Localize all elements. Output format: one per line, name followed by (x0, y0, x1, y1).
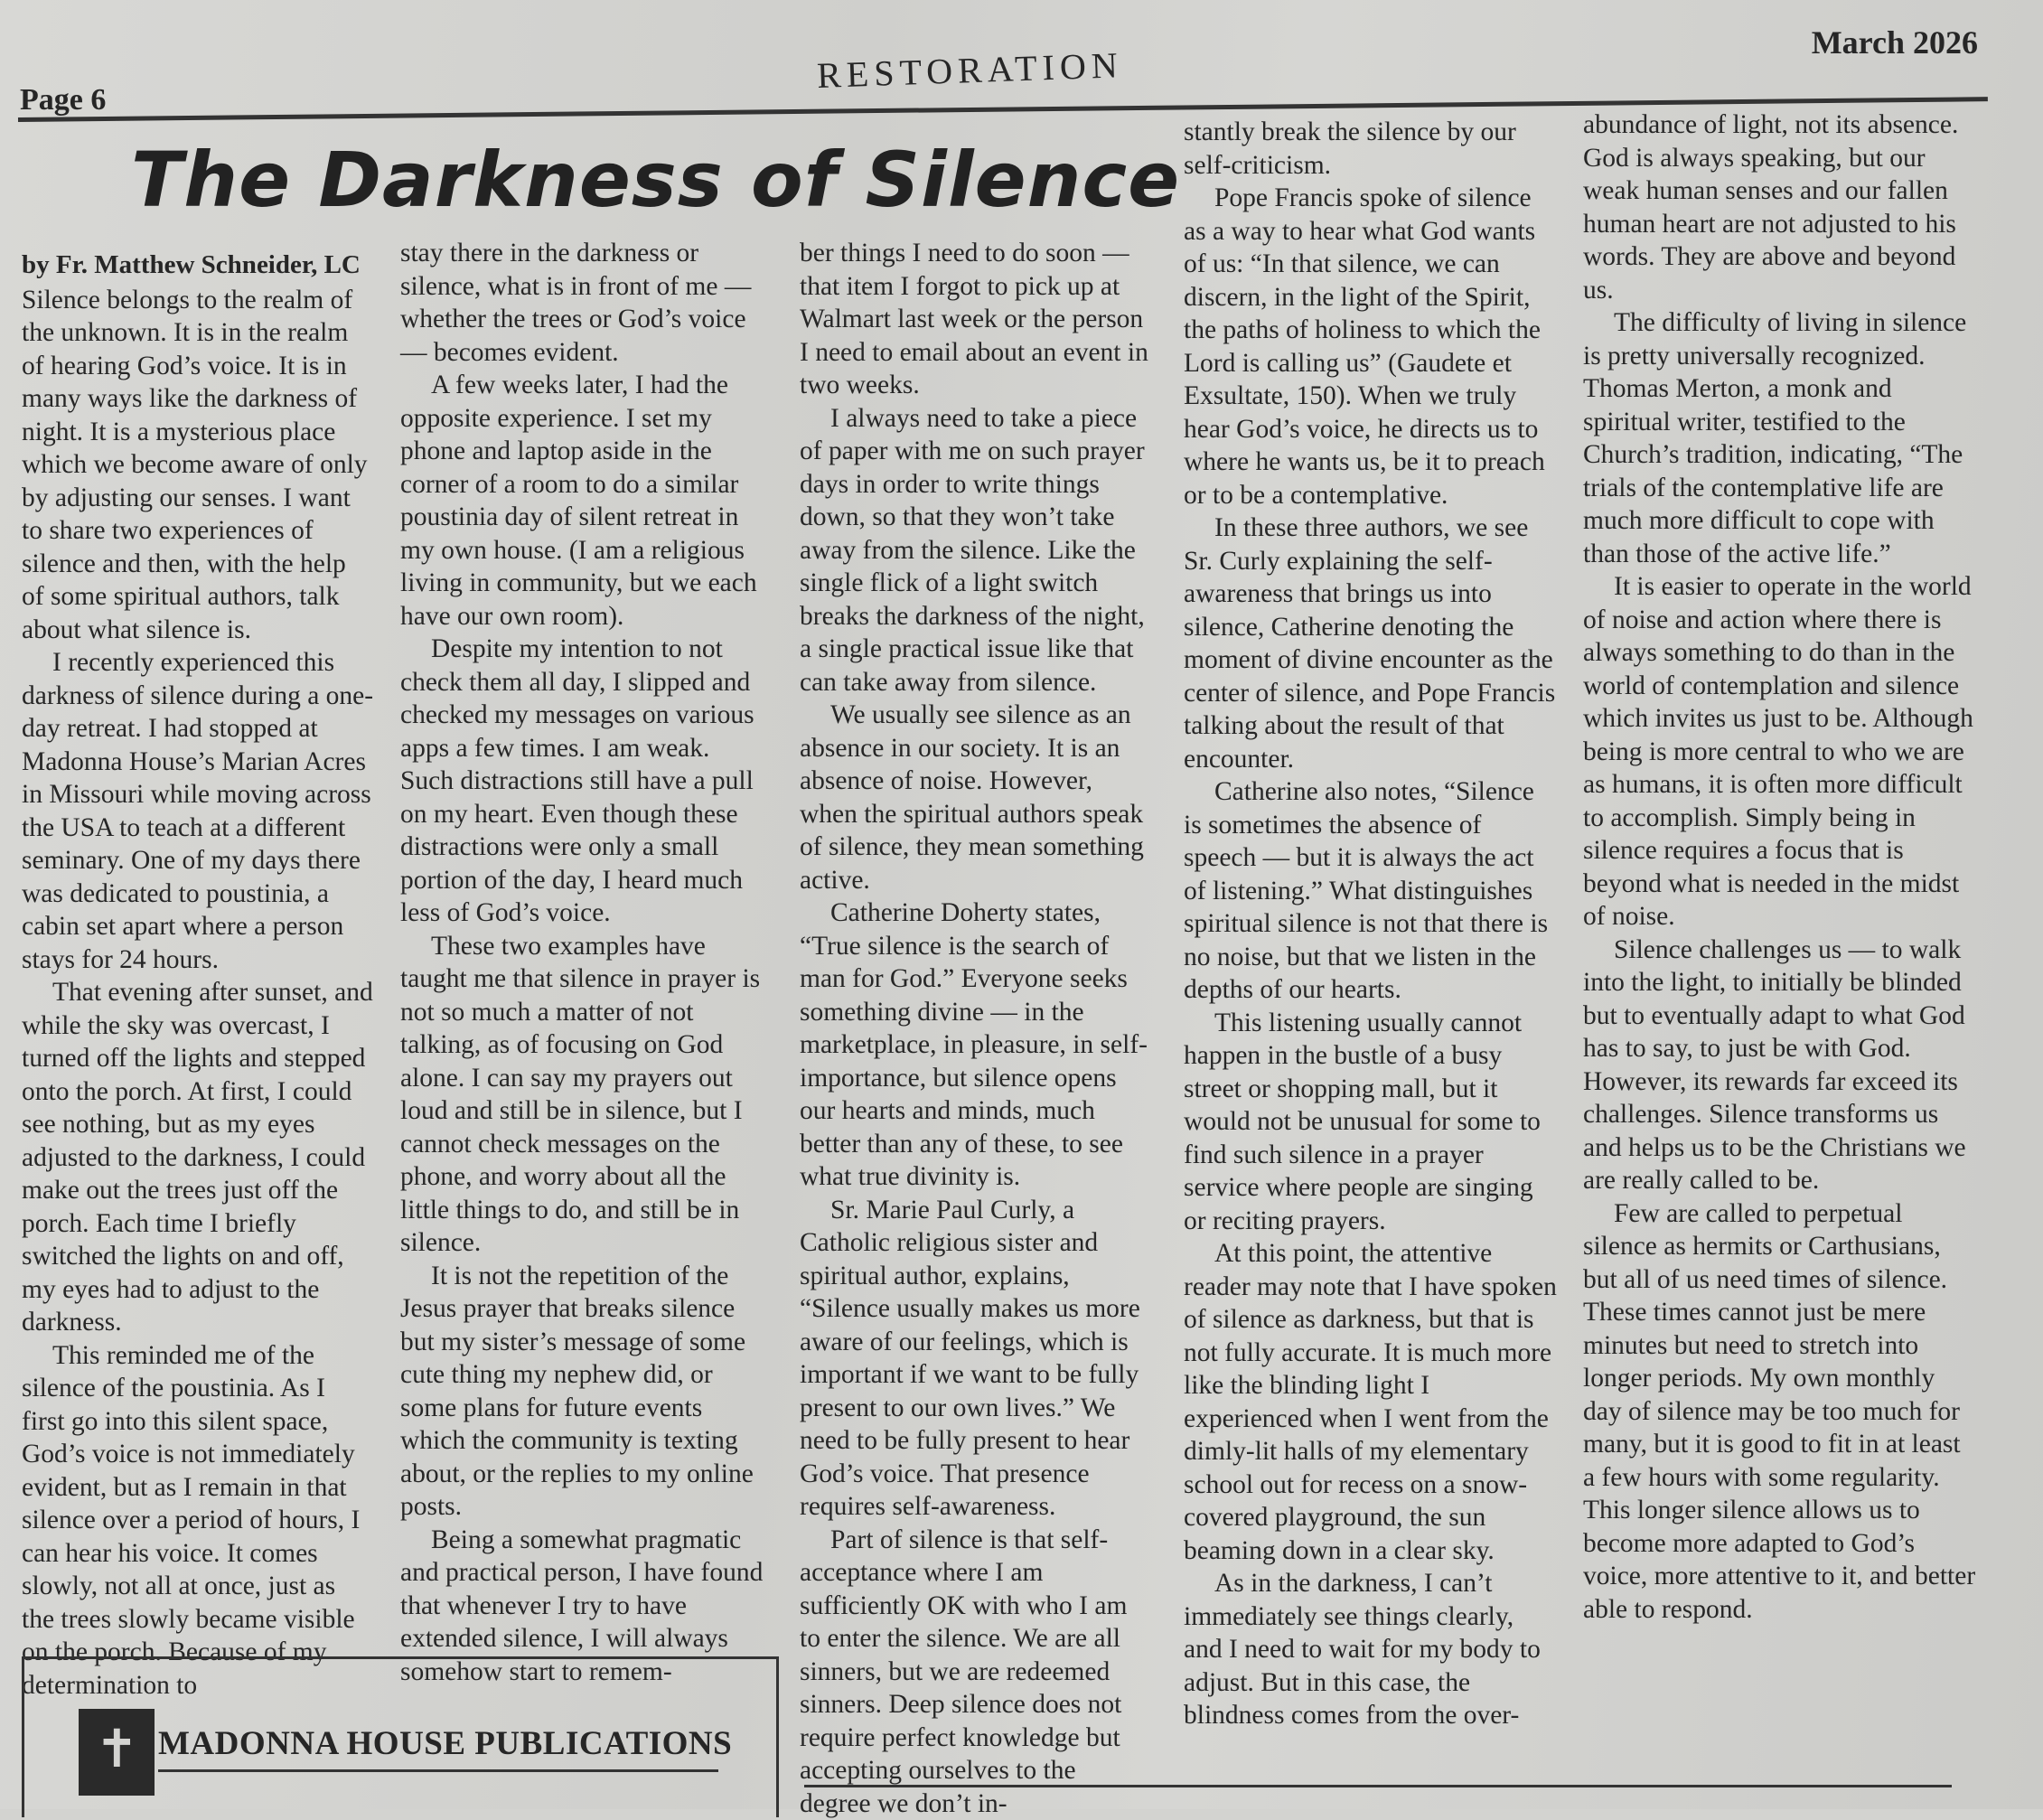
paragraph: I always need to take a piece of paper with me on such prayer days in order to write things down, so that they won’t take away from the silence. Like the single flick of a light switch breaks the darkness of the night, a single practical issue like that can take away from silence. (800, 402, 1150, 699)
page-number: Page 6 (20, 83, 106, 117)
dove-cross-logo-icon: ✝ (79, 1709, 155, 1796)
paragraph: abundance of light, not its absence. God is always speaking, but our weak human senses and our fallen human heart are not adjusted to his words. They are above and beyond us. (1583, 108, 1976, 306)
paragraph: It is easier to operate in the world of noise and action where there is always something to do than in the world of contemplation and silence which invites us just to be. Although being is more central to who we are as humans, it is often more difficult to accomplish. Simply being in silence requires a focus that is beyond what is needed in the midst of noise. (1583, 570, 1976, 933)
paragraph: ber things I need to do soon — that item I forgot to pick up at Walmart last week or the person I need to email about an event in two weeks. (800, 237, 1150, 402)
paragraph: Silence belongs to the realm of the unknown. It is in the realm of hearing God’s voice. It is in many ways like the darkness of night. It is a mysterious place which we become aware of only by adjusting our senses. I want to share two experiences of silence and then, with the help of some spiritual authors, talk about what silence is. (22, 284, 374, 647)
paragraph: Despite my intention to not check them all day, I slipped and checked my messages on various apps a few times. I am weak. Such distractions still have a pull on my heart. Even though these distractions were only a small portion of the day, I heard much less of God’s voice. (400, 633, 769, 930)
issue-date: March 2026 (1812, 23, 1978, 61)
paragraph: Pope Francis spoke of silence as a way to hear what God wants of us: “In that silence, we can discern, in the light of the Spirit, the paths of holiness to which the Lord is calling us” (Gaudete et Exsultate, 150). When we truly hear God’s voice, he directs us to where he wants us, be it to preach or to be a contemplative. (1184, 182, 1557, 511)
paragraph: stantly break the silence by our self-criticism. (1184, 116, 1557, 182)
paragraph: This reminded me of the silence of the poustinia. As I first go into this silent space, God’s voice is not immediately evident, but as I remain in that silence over a period of hours, I can hear his voice. It comes slowly, not all at once, just as the trees slowly became visible on the porch. Because of my determination to (22, 1339, 374, 1703)
paragraph: Part of silence is that self-acceptance where I am sufficiently OK with who I am to enter the silence. We are all sinners, but we are redeemed sinners. Deep silence does not require perfect knowledge but accepting ourselves to the degree we don’t in- (800, 1524, 1150, 1820)
paragraph: Catherine Doherty states, “True silence is the search of man for God.” Everyone seeks something divine — in the marketplace, in pleasure, in self-importance, but silence opens our hearts and minds, much better than any of these, to see what true divinity is. (800, 896, 1150, 1194)
article-title: The Darkness of Silence (131, 136, 1180, 224)
paragraph: In these three authors, we see Sr. Curly explaining the self-awareness that brings us into silence, Catherine denoting the moment of divine encounter as the center of silence, and Pope Francis talking about the result of that encounter. (1184, 511, 1557, 775)
paragraph: This listening usually cannot happen in the bustle of a busy street or shopping mall, but it would not be unusual for some to find such silence in a prayer service where people are singing or reciting prayers. (1184, 1007, 1557, 1238)
byline: by Fr. Matthew Schneider, LC (22, 249, 374, 282)
paragraph: We usually see silence as an absence in our society. It is an absence of noise. However, when the spiritual authors speak of silence, they mean something active. (800, 699, 1150, 896)
paragraph: These two examples have taught me that silence in prayer is not so much a matter of not talking, as of focusing on God alone. I can say my prayers out loud and still be in silence, but I cannot check messages on the phone, and worry about all the little things to do, and still be in silence. (400, 930, 769, 1260)
paragraph: The difficulty of living in silence is pretty universally recognized. Thomas Merton, a monk and spiritual writer, testified to the Church’s tradition, indicating, “The trials of the contemplative life are much more difficult to cope with than those of the active life.” (1583, 306, 1976, 570)
publisher-rule (158, 1769, 718, 1772)
article-column-4 (1184, 116, 1557, 1732)
paragraph: At this point, the attentive reader may note that I have spoken of silence as darkness, but that is not fully accurate. It is much more like the blinding light I experienced when I went from the dimly-lit halls of my elementary school out for recess on a snow-covered playground, the sun beaming down in a clear sky. (1184, 1237, 1557, 1567)
paragraph: As in the darkness, I can’t immediately see things clearly, and I need to wait for my body to adjust. But in this case, the blindness comes from the over- (1184, 1567, 1557, 1732)
paragraph: It is not the repetition of the Jesus prayer that breaks silence but my sister’s message of some cute thing my nephew did, or some plans for future events which the community is texting about, or the replies to my online posts. (400, 1260, 769, 1524)
article-column-1 (22, 249, 374, 1702)
paragraph: I recently experienced this darkness of silence during a one-day retreat. I had stopped at Madonna House’s Marian Acres in Missouri while moving across the USA to teach at a different seminary. One of my days there was dedicated to poustinia, a cabin set apart where a person stays for 24 hours. (22, 646, 374, 976)
publisher-ad-box (22, 1656, 779, 1817)
article-column-3 (800, 237, 1150, 1820)
paragraph: Catherine also notes, “Silence is sometimes the absence of speech — but it is always the act of listening.” What distinguishes spiritual silence is not that there is no noise, but that we listen in the depths of our hearts. (1184, 775, 1557, 1007)
paragraph: stay there in the darkness or silence, what is in front of me — whether the trees or God’s voice — becomes evident. (400, 237, 769, 369)
paragraph: Few are called to perpetual silence as hermits or Carthusians, but all of us need times of silence. These times cannot just be mere minutes but need to stretch into longer periods. My own monthly day of silence may be too much for many, but it is good to fit in at least a few hours with some regularity. This longer silence allows us to become more adapted to God’s voice, more attentive to it, and better able to respond. (1583, 1197, 1976, 1627)
paragraph: Being a somewhat pragmatic and practical person, I have found that whenever I try to have extended silence, I will always somehow start to remem- (400, 1524, 769, 1689)
paragraph: Silence challenges us — to walk into the light, to initially be blinded but to eventually adapt to what God has to say, to just be with God. However, its rewards far exceed its challenges. Silence transforms us and helps us to be the Christians we are really called to be. (1583, 933, 1976, 1197)
publisher-name: MADONNA HOUSE PUBLICATIONS (158, 1724, 732, 1763)
paragraph: Sr. Marie Paul Curly, a Catholic religious sister and spiritual author, explains, “Silence usually makes us more aware of our feelings, which is important if we want to be fully present to our own lives.” We need to be fully present to hear God’s voice. That presence requires self-awareness. (800, 1194, 1150, 1524)
article-column-2 (400, 237, 769, 1688)
masthead: RESTORATION (816, 43, 1123, 97)
paragraph: A few weeks later, I had the opposite experience. I set my phone and laptop aside in the corner of a room to do a similar poustinia day of silent retreat in my own house. (I am a religious living in community, but we each have our own room). (400, 369, 769, 633)
article-column-5 (1583, 108, 1976, 1626)
paragraph: That evening after sunset, and while the sky was overcast, I turned off the lights and stepped onto the porch. At first, I could see nothing, but as my eyes adjusted to the darkness, I could make out the trees just off the porch. Each time I briefly switched the lights on and off, my eyes had to adjust to the darkness. (22, 976, 374, 1339)
bottom-rule (804, 1785, 1952, 1787)
